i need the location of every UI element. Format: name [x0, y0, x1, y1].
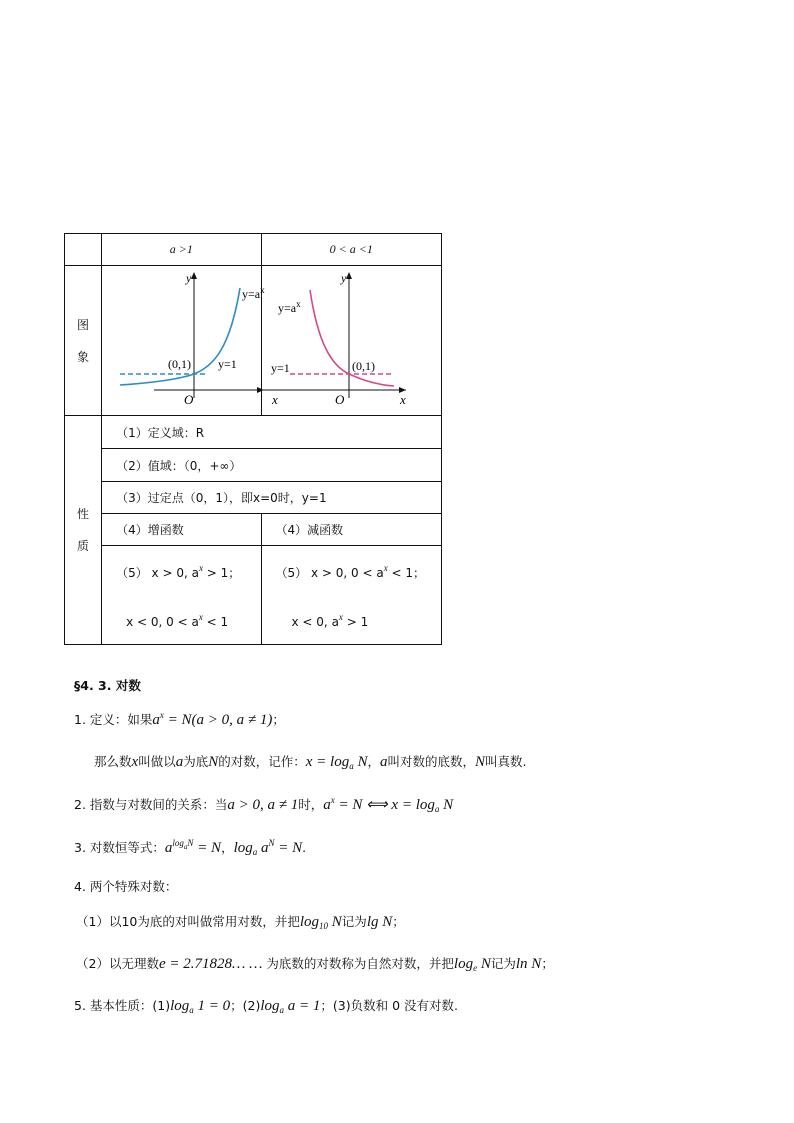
prop-5-right — [261, 546, 441, 645]
definition-line-2: 那么数x叫做以a为底N的对数，记作：$x = \log_a N$，a叫对数的底数，N叫真数. — [94, 754, 527, 771]
prop-5-right-line-2: x < 0, $a^x > 1$ — [291, 612, 369, 629]
point-0-1-label-right: (0,1) — [351, 359, 375, 373]
corner-cell — [65, 234, 102, 266]
relation-line: 2. 指数与对数间的关系：当a > 0, a ≠ 1时，$a^x = N$ ⟺ $x = \log_a N$ — [74, 795, 454, 814]
y-1-label-right: y=1 — [270, 361, 290, 375]
origin-label-right: O — [334, 392, 344, 407]
prop-5-left — [102, 546, 261, 645]
props-label-char-2: 质 — [77, 539, 90, 553]
section-title: §4. 3. 对数 — [74, 678, 141, 693]
y-arrow-right — [346, 272, 352, 279]
graph-decreasing — [261, 266, 441, 416]
identity-line: 3. 对数恒等式：$a^{logaN} = N$，$\log_a a^N = N$. — [74, 838, 307, 857]
curve-label-left: $y=a^x$ — [242, 285, 265, 301]
prop-domain: （1）定义域：R — [102, 416, 442, 449]
graph-label-char-2: 象 — [77, 349, 90, 364]
common-log-line: （1）以10为底的对叫做常用对数，并把$\log_{10} N$记为lg N； — [76, 914, 405, 931]
definition-line-1: 1. 定义：如果$a^x = N(a > 0$, a ≠ 1)； — [74, 710, 285, 728]
header-a-between-0-1: 0 < a <1 — [261, 234, 441, 266]
decreasing-exponential-graph — [262, 266, 442, 415]
y-axis-label-left: y — [186, 271, 192, 285]
prop-increasing: （4）增函数 — [102, 514, 261, 546]
prop-5-right-line-1: （5） x > 0, $0 < a^x < 1$； — [275, 563, 426, 580]
props-label-char-1: 性 — [77, 507, 90, 521]
prop-5-left-line-2: x < 0, $0 < a^x < 1$ — [126, 612, 229, 629]
x-axis-label-right: x — [399, 392, 406, 407]
prop-range: （2）值域：（0，+∞） — [102, 449, 442, 482]
origin-label-left: O — [184, 392, 194, 407]
exponential-properties-table — [64, 233, 442, 645]
special-logs-heading: 4. 两个特殊对数： — [74, 879, 178, 894]
graph-label-char-1: 图 — [77, 317, 90, 332]
prop-fixed-point: （3）过定点（0，1），即x=0时，y=1 — [102, 482, 442, 514]
header-a-greater-1: a >1 — [102, 234, 261, 266]
graph-row-label — [65, 266, 102, 416]
increasing-exponential-graph — [102, 266, 278, 415]
graph-increasing — [102, 266, 278, 416]
prop-decreasing: （4）减函数 — [261, 514, 441, 546]
natural-log-line: （2）以无理数e = 2.71828… … 为底数的对数称为自然对数，并把$\log_e N$记为ln N； — [76, 956, 554, 973]
x-axis-label-left: x — [272, 392, 278, 407]
y-arrow-left — [191, 272, 197, 279]
prop-5-left-line-1: （5） x > 0, $a^x > 1$； — [116, 563, 241, 580]
point-0-1-label-left: (0,1) — [168, 357, 192, 371]
y-1-label-left: y=1 — [218, 357, 237, 371]
y-axis-label-right: y — [340, 271, 346, 285]
curve-label-right: $y=a^x$ — [277, 299, 301, 315]
basic-properties-line: 5. 基本性质：$(1)\log_a$ 1 = 0；$(2)\log_a$ a = 1；(3)负数和 0 没有对数. — [74, 998, 459, 1015]
properties-row-label — [65, 416, 102, 645]
